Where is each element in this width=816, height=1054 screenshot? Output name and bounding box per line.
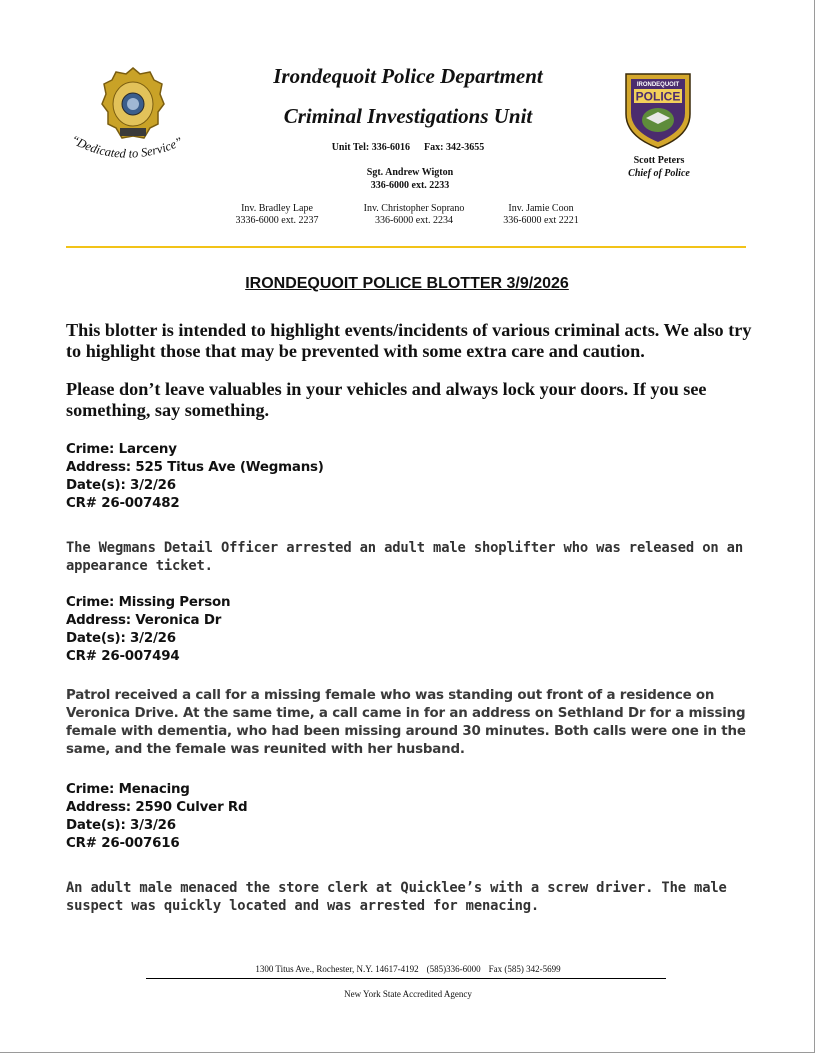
footer-address: 1300 Titus Ave., Rochester, N.Y. 14617-4192 (585)336-6000 Fax (585) 342-5699 [255,964,561,974]
svg-text:“Dedicated to Service” [69,132,185,160]
chief-info [604,154,714,180]
case-address: Address: 2590 Culver Rd [66,800,248,815]
case-narrative-menacing: An adult male menaced the store clerk at Quicklee’s with a screw driver. The male suspect was quickly located and was arrested for menacing. [66,880,727,914]
footer-agency: New York State Accredited Agency [344,989,472,999]
footer-divider [146,978,666,979]
case-narrative-larceny: The Wegmans Detail Officer arrested an adult male shoplifter who was released on an appearance ticket. [66,540,743,574]
case-cr-number: CR# 26-007494 [66,649,180,664]
unit-contact [250,142,566,153]
motto-text [60,128,210,178]
case-header-menacing [66,781,756,853]
intro-paragraph-2: Please don’t leave valuables in your vehicles and always lock your doors. If you see something, say something. [66,379,707,420]
chief-name: Scott Peters [633,155,685,166]
unit-tel: Unit Tel: 336-6016 [331,142,411,153]
case-narrative-missing-person: Patrol received a call for a missing female who was standing out front of a residence on Veronica Drive. At the same time, a call came in for an address on Sethland Dr for a missing female with dementia, who had been missing around 30 minutes. Both calls were one in the same, and the female was reunited with her husband. [66,688,746,757]
department-title: Irondequoit Police Department [273,64,543,88]
chief-title: Chief of Police [628,168,690,179]
case-dates: Date(s): 3/3/26 [66,818,176,833]
patch-top-label: IRONDEQUOIT [636,82,680,88]
case-cr-number: CR# 26-007616 [66,836,180,851]
sergeant-name: Sgt. Andrew Wigton [366,167,454,178]
case-dates: Date(s): 3/2/26 [66,631,176,646]
investigator-1: Inv. Bradley Lape 3336-6000 ext. 2237 [235,203,319,226]
unit-fax: Fax: 342-3655 [424,142,485,153]
case-crime: Crime: Menacing [66,782,190,797]
unit-title: Criminal Investigations Unit [283,104,533,128]
case-address: Address: Veronica Dr [66,613,222,628]
patch-police-label: POLICE [635,89,681,104]
case-crime: Crime: Larceny [66,442,177,457]
intro-paragraph-1: This blotter is intended to highlight events/incidents of various criminal acts. We also try to highlight those that may be prevented with some extra care and caution. [66,320,752,361]
motto-label: “Dedicated to Service” [68,132,185,161]
case-crime: Crime: Missing Person [66,595,231,610]
case-address: Address: 525 Titus Ave (Wegmans) [66,460,324,475]
case-cr-number: CR# 26-007482 [66,496,180,511]
police-patch-logo [622,70,694,150]
sergeant-contact [280,166,540,192]
case-dates: Date(s): 3/2/26 [66,478,176,493]
sergeant-phone: 336-6000 ext. 2233 [370,180,450,191]
case-header-larceny [66,441,756,513]
header-divider [66,246,746,248]
investigator-3: Inv. Jamie Coon 336-6000 ext 2221 [503,203,579,226]
case-header-missing-person [66,594,756,666]
blotter-title: IRONDEQUOIT POLICE BLOTTER 3/9/2026 [245,275,569,292]
investigator-2: Inv. Christopher Soprano 336-6000 ext. 2234 [363,203,465,226]
